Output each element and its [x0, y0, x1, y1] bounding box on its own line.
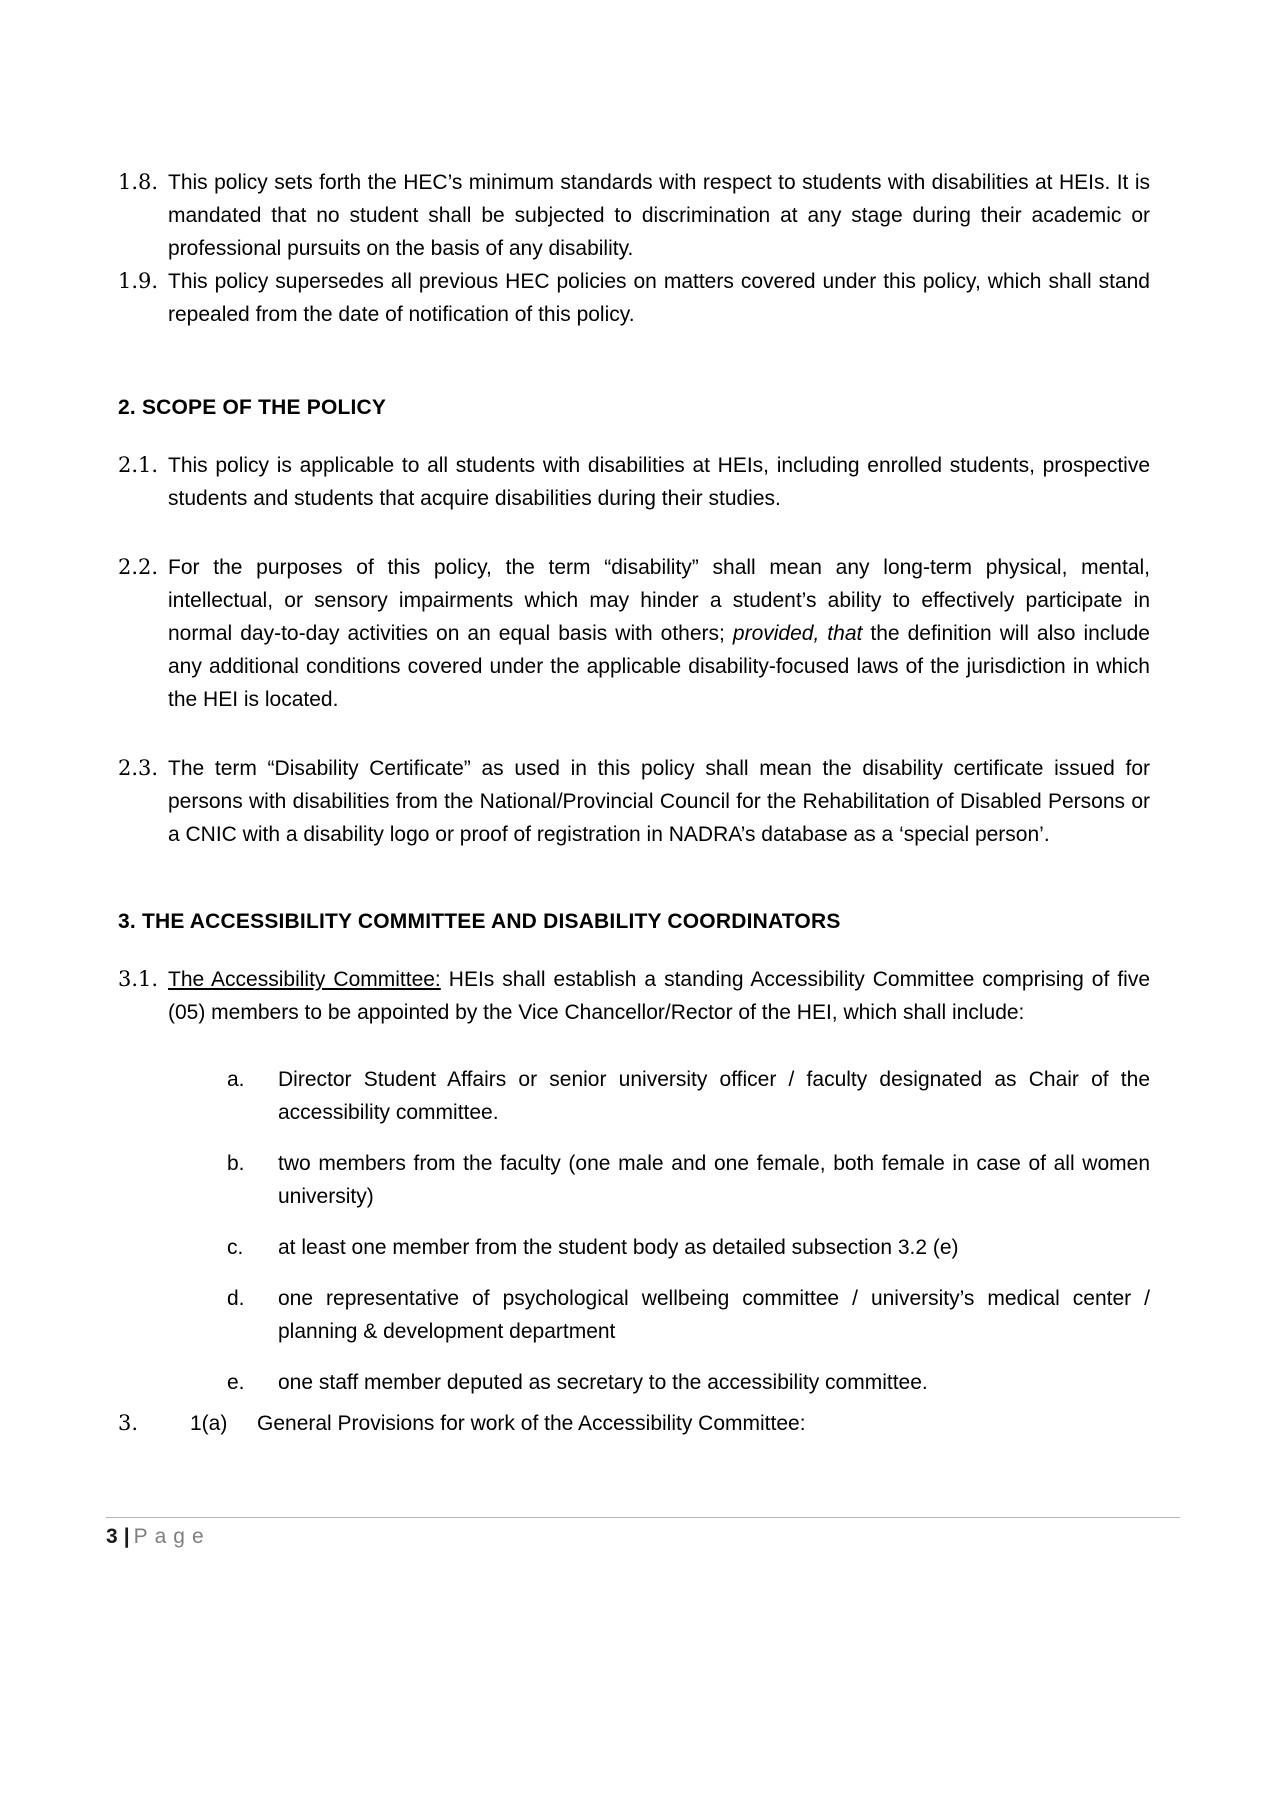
paragraph-1-9 — [118, 265, 1150, 331]
list-item-marker: c. — [227, 1236, 244, 1259]
page-footer — [106, 1522, 211, 1552]
list-item — [227, 1282, 1150, 1348]
paragraph-text: This policy is applicable to all students with disabilities at HEIs, including enrolled students, prospective students and students that acquire disabilities during their studies. — [168, 454, 1150, 510]
footer-divider — [106, 1517, 1180, 1518]
paragraph-general-provisions — [118, 1407, 1150, 1440]
paragraph-1-8 — [118, 166, 1150, 265]
paragraph-text: This policy supersedes all previous HEC policies on matters covered under this policy, which shall stand repealed from the date of notification of this policy. — [168, 270, 1150, 326]
paragraph-number: 1.9. — [118, 269, 159, 293]
list-item-text: Director Student Affairs or senior university officer / faculty designated as Chair of the accessibility committee. — [278, 1068, 1150, 1124]
paragraph-text-segment: the definition will also include any additional conditions covered under the applicable disability-focused laws of the jurisdiction in which the HEI is located. — [168, 622, 1150, 711]
paragraph-number: 3.1. — [118, 967, 159, 991]
footer-separator: | — [123, 1525, 130, 1548]
paragraph-2-2 — [118, 551, 1150, 716]
paragraph-2-1 — [118, 449, 1150, 515]
list-item — [227, 1366, 1150, 1399]
italic-phrase: provided, that — [732, 622, 863, 645]
paragraph-number: 1.8. — [118, 170, 159, 194]
document-body — [118, 166, 1150, 1440]
list-item — [227, 1231, 1150, 1264]
paragraph-text: The term “Disability Certificate” as used in this policy shall mean the disability certificate issued for persons with disabilities from the National/Provincial Council for the Rehabilitation of Disabled Persons or a CNIC with a disability logo or proof of registration in NADRA’s database as a ‘special person’. — [168, 757, 1150, 846]
list-item-text: two members from the faculty (one male and one female, both female in case of all women university) — [278, 1152, 1150, 1208]
committee-member-list — [227, 1063, 1150, 1399]
paragraph-text — [168, 963, 1150, 1029]
list-item — [227, 1147, 1150, 1213]
paragraph-sub-number: 1(a) — [190, 1412, 228, 1435]
paragraph-number: 2.3. — [118, 756, 159, 780]
list-item — [227, 1063, 1150, 1129]
list-item-marker: d. — [227, 1287, 245, 1310]
list-item-text: one staff member deputed as secretary to the accessibility committee. — [278, 1371, 928, 1394]
paragraph-number: 2.2. — [118, 555, 159, 579]
underlined-lead: The Accessibility Committee: — [168, 968, 441, 991]
footer-label: Page — [133, 1525, 211, 1548]
paragraph-number: 3. — [118, 1411, 139, 1435]
paragraph-3-1 — [118, 963, 1150, 1029]
paragraph-text-segment: HEIs shall establish a standing Accessibility Committee comprising of five (05) members to be appointed by the Vice Chancellor/Rector of the HEI, which shall include: — [168, 968, 1151, 1024]
paragraph-text: This policy sets forth the HEC’s minimum standards with respect to students with disabilities at HEIs. It is mandated that no student shall be subjected to discrimination at any stage during their academic or professional pursuits on the basis of any disability. — [168, 171, 1150, 260]
paragraph-text: General Provisions for work of the Accessibility Committee: — [257, 1412, 806, 1435]
list-item-marker: b. — [227, 1152, 245, 1175]
list-item-marker: e. — [227, 1371, 245, 1394]
list-item-text: one representative of psychological wellbeing committee / university’s medical center / planning & development department — [278, 1287, 1150, 1343]
list-item-marker: a. — [227, 1068, 245, 1091]
paragraph-text-segment: For the purposes of this policy, the term “disability” shall mean any long-term physical, mental, intellectual, or sensory impairments which may hinder a student’s ability to effectively participate in normal day-to-day activities on an equal basis with others; — [168, 556, 1150, 645]
section-heading-accessibility-committee: 3. THE ACCESSIBILITY COMMITTEE AND DISABILITY COORDINATORS — [118, 910, 841, 933]
section-heading-scope: 2. SCOPE OF THE POLICY — [118, 396, 387, 419]
paragraph-number: 2.1. — [118, 453, 159, 477]
paragraph-2-3 — [118, 752, 1150, 851]
paragraph-text — [168, 551, 1150, 716]
list-item-text: at least one member from the student body as detailed subsection 3.2 (e) — [278, 1236, 959, 1259]
page-number: 3 — [106, 1525, 118, 1548]
